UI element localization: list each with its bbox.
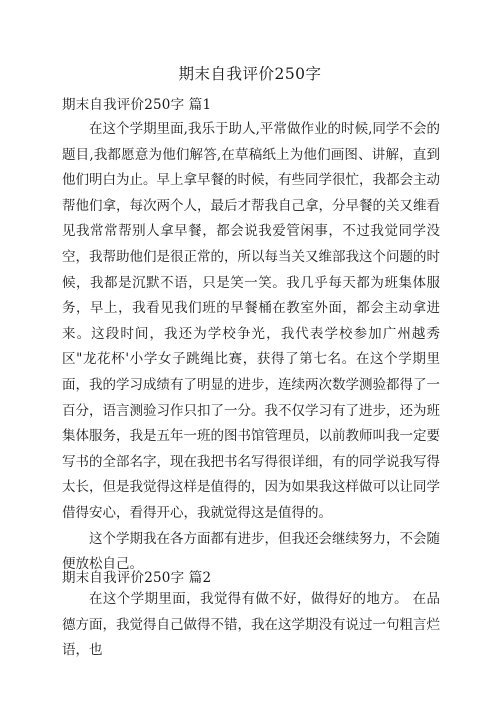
section-heading-1: 期末自我评价250字 篇1 [62, 97, 212, 113]
paragraph: 在这个学期里面，我觉得有做不好，做得好的地方。 在品德方面，我觉得自己做得不错，我在这学期没有说过一句粗言烂语，也 [62, 591, 440, 659]
document-title: 期末自我评价250字 [178, 65, 322, 83]
paragraph: 这个学期我在各方面都有进步，但我还会继续努力，不会随便放松自己。 [62, 530, 440, 573]
section-heading-2: 期末自我评价250字 篇2 [62, 570, 212, 586]
section-body-2 [62, 587, 440, 664]
paragraph: 在这个学期里面,我乐于助人,平常做作业的时候,同学不会的题目,我都愿意为他们解答,在草稿纸上为他们画图、讲解，直到他们明白为止。早上拿早餐的时候，有些同学很忙，我都会主动帮他们拿，每次两个人，最后才帮我自己拿，分早餐的关又维看见我常常帮别人拿早餐，都会说我爱管闲事，不过我觉同学没空，我帮助他们是很正常的，所以每当关又维部我这个问题的时候，我都是沉默不语，只是笑一笑。我几乎每天都为班集体服务，早上，我看见我们班的早餐桶在教室外面，都会主动拿进来。这段时间，我还为学校争光，我代表学校参加广州越秀区"龙花杯'小学女子跳绳比赛，获得了第七名。在这个学期里面，我的学习成绩有了明显的进步，连续两次数学测验都得了一百分，语言测验习作只扣了一分。我不仅学习有了进步，还为班集体服务，我是五年一班的图书馆管理员，以前教师叫我一定要写书的全部名字，现在我把书名写得很详细，有的同学说我写得太长，但是我觉得这样是值得的，因为如果我这样做可以让同学借得安心，看得开心，我就觉得这是值得的。 [62, 121, 440, 521]
section-body-1 [62, 117, 440, 578]
